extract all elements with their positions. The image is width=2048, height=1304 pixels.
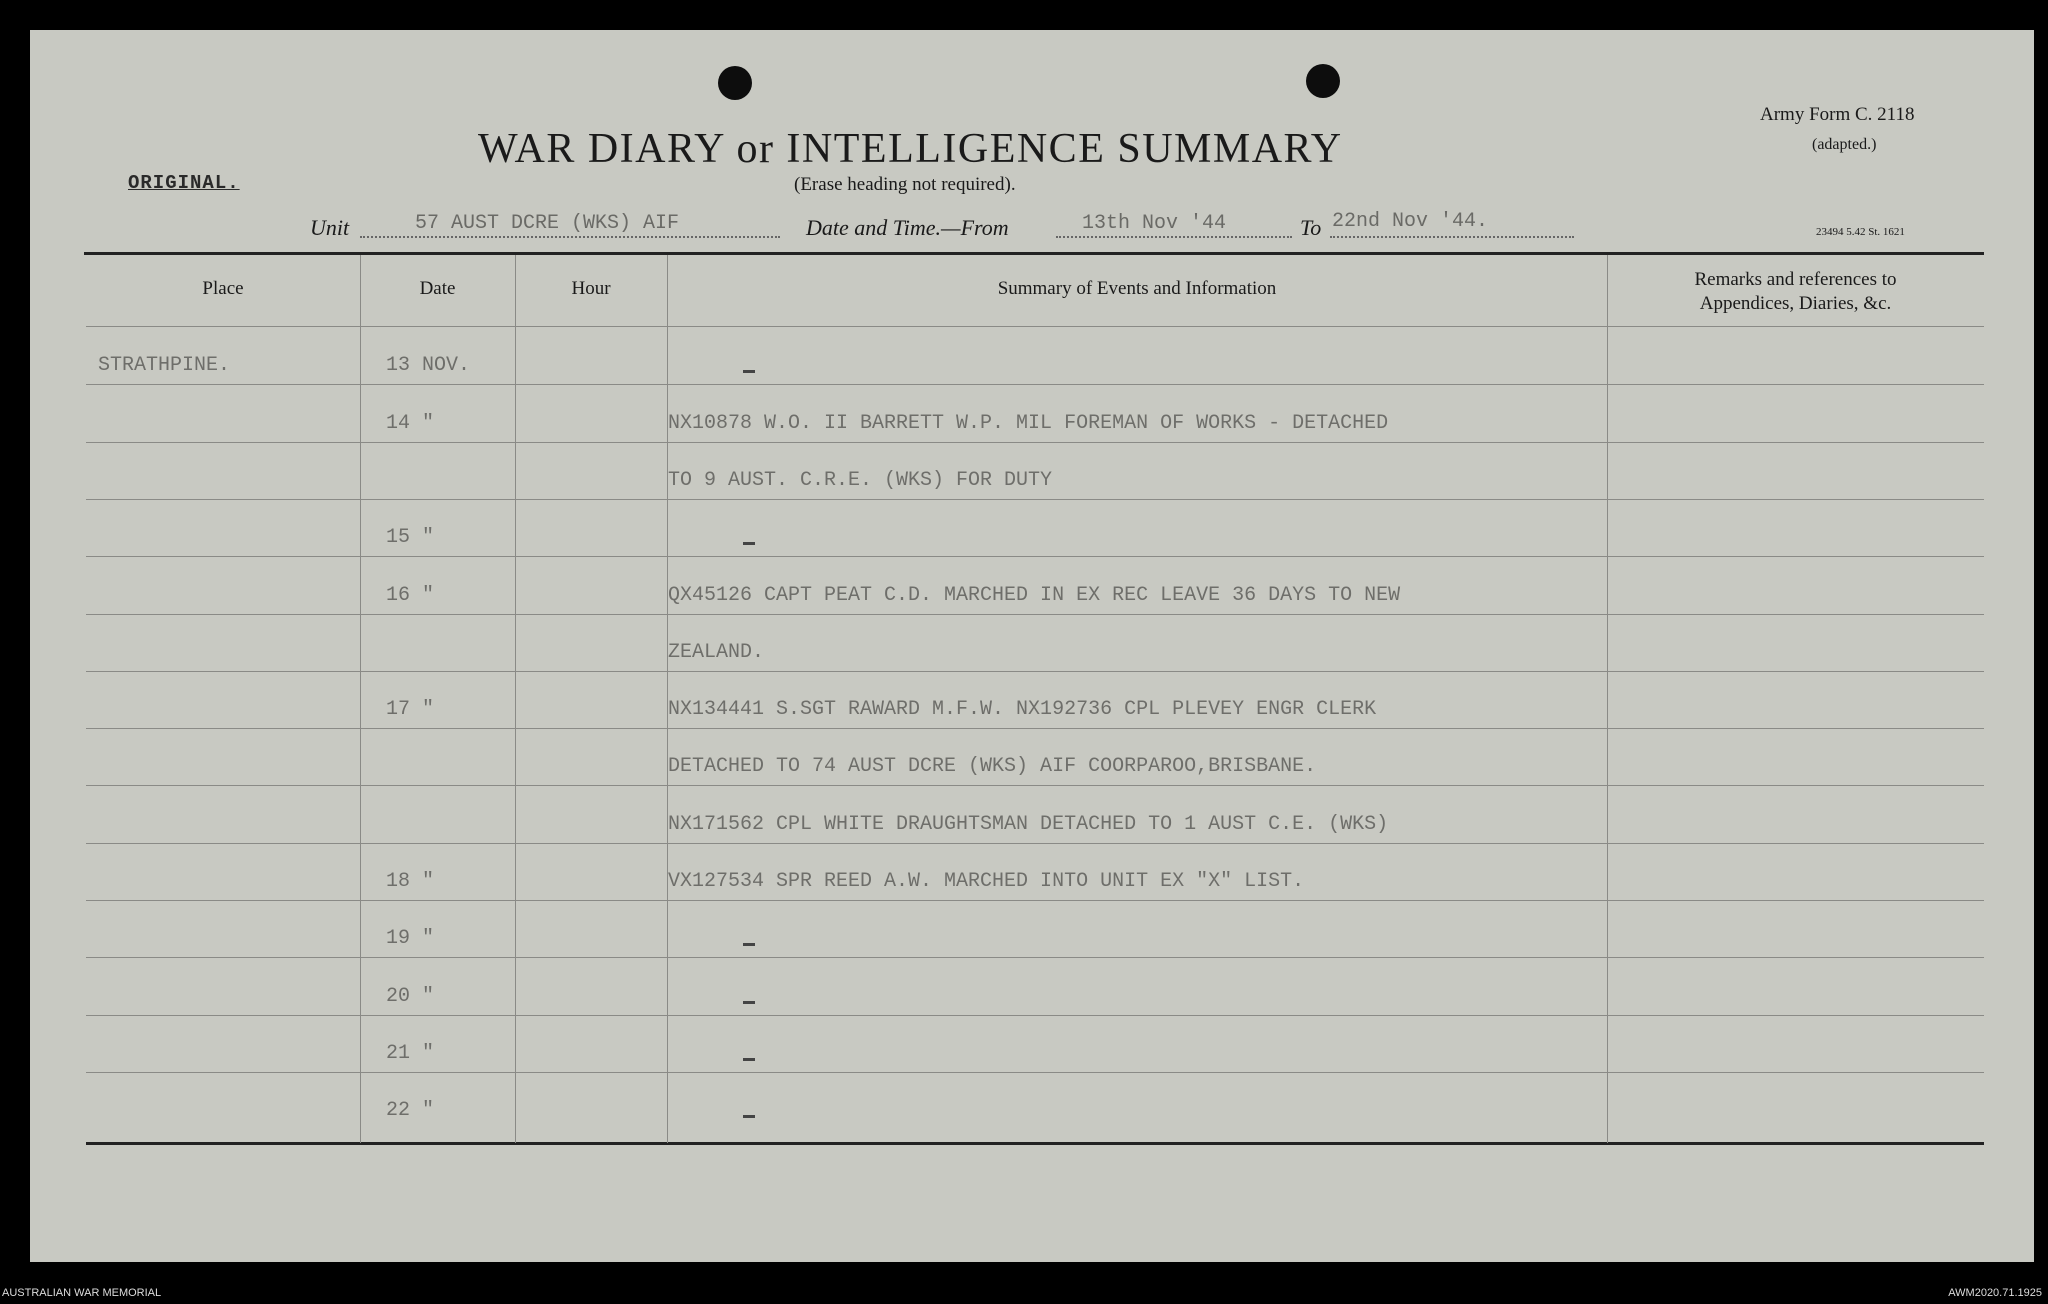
- remarks-header-line2: Appendices, Diaries, &c.: [1699, 293, 1892, 314]
- nil-entry-dash: [743, 1001, 755, 1004]
- header-rule: [86, 326, 1984, 327]
- row-place: STRATHPINE.: [98, 354, 231, 377]
- row-rule: [86, 556, 1984, 557]
- row-rule: [86, 442, 1984, 443]
- row-rule: [86, 785, 1984, 786]
- row-rule: [86, 499, 1984, 500]
- col-divider: [515, 255, 516, 1143]
- row-rule: [86, 1015, 1984, 1016]
- date-to-dotline: [1330, 236, 1574, 238]
- row-date: 22 ": [386, 1099, 435, 1122]
- nil-entry-dash: [743, 1058, 755, 1061]
- row-rule: [86, 1072, 1984, 1073]
- punch-hole: [1306, 64, 1340, 98]
- row-rule: [86, 900, 1984, 901]
- date-to-value: 22nd Nov '44.: [1332, 210, 1489, 233]
- table-bottom-rule: [86, 1142, 1984, 1145]
- row-date: 17 ": [386, 698, 435, 721]
- row-rule: [86, 728, 1984, 729]
- row-rule: [86, 671, 1984, 672]
- col-header-remarks: [1607, 268, 1984, 316]
- row-rule: [86, 843, 1984, 844]
- row-date: 15 ": [386, 526, 435, 549]
- nil-entry-dash: [743, 542, 755, 545]
- col-header-place: Place: [202, 278, 244, 299]
- row-date: 18 ": [386, 870, 435, 893]
- nil-entry-dash: [743, 370, 755, 373]
- row-summary: DETACHED TO 74 AUST DCRE (WKS) AIF COORPAROO,BRISBANE.: [668, 755, 1317, 778]
- diary-page: [30, 30, 2034, 1262]
- row-date: 16 ": [386, 584, 435, 607]
- col-divider: [360, 255, 361, 1143]
- date-to-label: To: [1300, 215, 1322, 240]
- print-code: 23494 5.42 St. 1621: [1816, 226, 1905, 238]
- col-divider: [1607, 255, 1608, 1143]
- date-from-dotline: [1056, 236, 1292, 238]
- row-summary: ZEALAND.: [668, 641, 765, 664]
- footer-left: AUSTRALIAN WAR MEMORIAL: [2, 1287, 162, 1299]
- remarks-header-line1: Remarks and references to: [1694, 269, 1897, 290]
- row-summary: NX171562 CPL WHITE DRAUGHTSMAN DETACHED TO 1 AUST C.E. (WKS): [668, 813, 1389, 836]
- row-date: 14 ": [386, 412, 435, 435]
- nil-entry-dash: [743, 1115, 755, 1118]
- nil-entry-dash: [743, 943, 755, 946]
- punch-hole: [718, 66, 752, 100]
- row-summary: NX134441 S.SGT RAWARD M.F.W. NX192736 CPL PLEVEY ENGR CLERK: [668, 698, 1377, 721]
- col-header-summary: Summary of Events and Information: [997, 278, 1277, 299]
- row-rule: [86, 614, 1984, 615]
- army-form-number: Army Form C. 2118: [1760, 104, 1915, 125]
- row-rule: [86, 957, 1984, 958]
- row-date: 19 ": [386, 927, 435, 950]
- date-from-label: Date and Time.—From: [806, 215, 1009, 240]
- unit-value: 57 AUST DCRE (WKS) AIF: [415, 212, 680, 235]
- row-summary: TO 9 AUST. C.R.E. (WKS) FOR DUTY: [668, 469, 1053, 492]
- row-summary: QX45126 CAPT PEAT C.D. MARCHED IN EX REC LEAVE 36 DAYS TO NEW: [668, 584, 1401, 607]
- row-summary: VX127534 SPR REED A.W. MARCHED INTO UNIT EX "X" LIST.: [668, 870, 1305, 893]
- footer-right: AWM2020.71.1925: [1948, 1287, 2042, 1299]
- original-stamp: ORIGINAL.: [128, 172, 240, 194]
- row-summary: NX10878 W.O. II BARRETT W.P. MIL FOREMAN OF WORKS - DETACHED: [668, 412, 1389, 435]
- row-rule: [86, 384, 1984, 385]
- row-date: 13 NOV.: [386, 354, 471, 377]
- col-header-hour: Hour: [571, 278, 611, 299]
- row-date: 20 ": [386, 985, 435, 1008]
- form-title: WAR DIARY or INTELLIGENCE SUMMARY: [478, 126, 1343, 172]
- row-date: 21 ": [386, 1042, 435, 1065]
- unit-dotline: [360, 236, 780, 238]
- form-subtitle: (Erase heading not required).: [794, 174, 1016, 195]
- unit-label: Unit: [310, 215, 350, 240]
- table-top-rule: [84, 252, 1984, 255]
- col-header-date: Date: [419, 278, 456, 299]
- date-from-value: 13th Nov '44: [1082, 212, 1227, 235]
- army-form-adapted: (adapted.): [1812, 136, 1877, 153]
